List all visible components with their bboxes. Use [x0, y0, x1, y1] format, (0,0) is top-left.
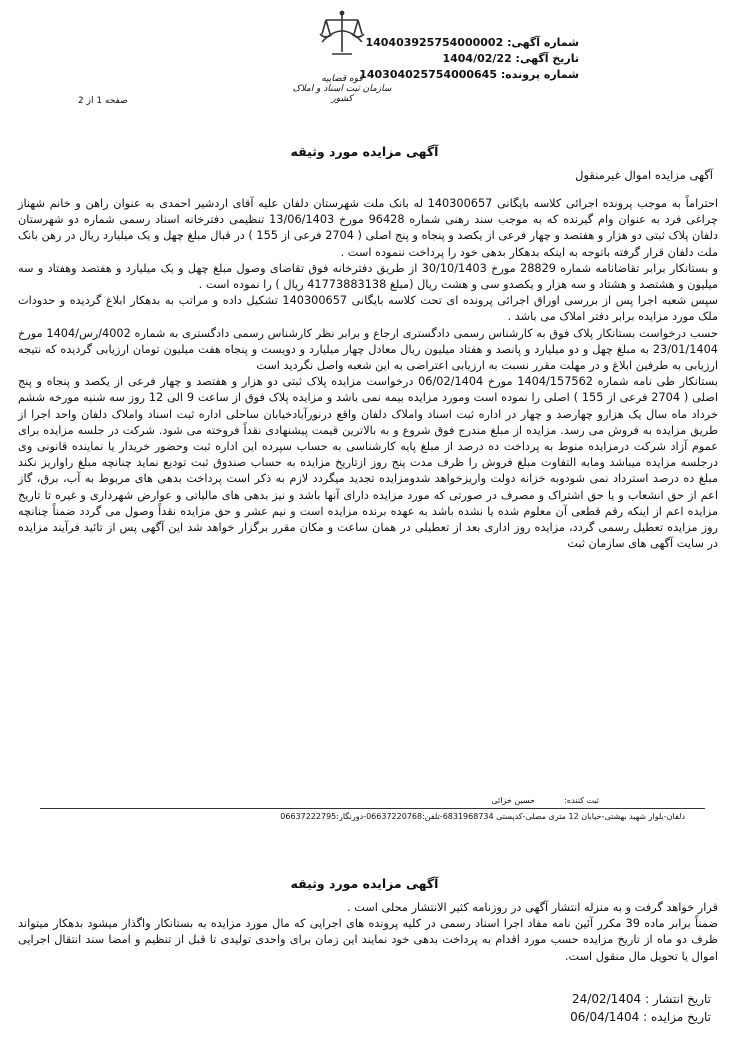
- notice-subtitle: آگهی مزایده اموال غیرمنقول: [575, 168, 713, 182]
- notice-date: تاریخ آگهی: 1404/02/22: [442, 52, 579, 65]
- paragraph-4: حسب درخواست بستانکار پلاک فوق به کارشناس رسمی دادگستری ارجاع و برابر نظر کارشناس رسمی دادگستری به شماره 4002/رس/1404 مورخ 23/01/1404 به مبلغ چهل و دو میلیارد و پانصد و هفتاد میلیون ریال معادل چهار میلیارد و دویست و پنجاه هفت میلیون تومان ارزیابی گردیده که نتیجه ارزیابی به طرفین ابلاغ و در مهلت مقرر نسبت به ارزیابی اعتراضی به این شعبه واصل نگردید است: [18, 326, 718, 373]
- office-address: دلفان-بلوار شهید بهشتی-خیابان 12 متری مصلی-کدپستی 6831968734-تلفن:06637220768-دورنگار:06637222795: [280, 812, 685, 821]
- publish-date-label: تاریخ انتشار :: [645, 992, 711, 1006]
- org-subname: سازمان ثبت اسناد و املاک کشور: [292, 84, 392, 104]
- notice-body-2: [18, 900, 718, 965]
- file-number: شماره پرونده: 140304025754000645: [359, 68, 579, 81]
- registrar-label: ثبت کننده:: [564, 796, 599, 805]
- auction-date-label: تاریخ مزایده :: [643, 1010, 711, 1024]
- notice-title: آگهی مزایده مورد وثیقه: [290, 144, 439, 159]
- notice-title-2: آگهی مزایده مورد وثیقه: [290, 876, 439, 891]
- paragraph-5: بستانکار طی نامه شماره 1404/157562 مورخ 06/02/1404 درخواست مزایده پلاک ثبتی دو هزار و هفتصد و چهار فرعی از یکصد و پنجاه و پنج اصلی ( 2704 فرعی از 155 ) اصلی را نموده است ومورد مزایده بیمه نمی باشد و مزایده پلاک فوق از ساعت 9 الی 12 روز سه شنبه مورخه ششم خرداد ماه سال یک هزارو چهارصد و چهار در اداره ثبت اسناد واملاک دلفان واقع درنورآبادخیابان ساحلی اداره ثبت اسناد واملاک دلفان واحد اجرا از طریق مزایده به فروش می رسد. مزایده از مبلغ مندرج فوق شروع و به بالاترین قیمت پیشنهادی نقداً فروخته می شود. شرکت در جلسه مزایده برای عموم آزاد شرکت درمزایده منوط به پرداخت ده درصد از مبلغ پایه کارشناسی به حساب سپرده این اداره ثبت وحضور خریدار یا نماینده قانونی وی درجلسه مزایده میباشد ومابه التفاوت مبلغ فروش را ظرف مدت پنج روز ازتاریخ مزایده به حساب صندوق ثبت تودیع نماید چنانچه مبلغ راواریز نکند مبلغ ده درصد استرداد نمی شودوبه خزانه دولت واریزخواهد شدومزایده تجدید میگردد لازم به ذکر است پرداخت بدهی های مربوط به آب، برق، گاز اعم از حق انشعاب و یا حق اشتراک و مصرف در صورتی که مورد مزایده دارای آنها باشد و نیز بدهی های مالیاتی و عوارض شهرداری و غیره تا تاریخ مزایده اعم از اینکه رقم قطعی آن معلوم شده یا نشده باشد به عهده برنده مزایده است و نیم عشر و حق مزایده نقداً وصول می گردد ضمناً چنانچه روز مزایده تعطیل رسمی گردد، مزایده روز اداری بعد از تعطیلی در همان ساعت و مکان مقرر برگزار خواهد شد این آگهی پس از تائید فرآیند مزایده در سایت آگهی های سازمان ثبت: [18, 375, 718, 551]
- judiciary-emblem: [282, 8, 402, 104]
- notice-body: [18, 196, 718, 552]
- scales-emblem-icon: [282, 8, 402, 70]
- auction-date: 06/04/1404: [570, 1010, 640, 1024]
- paragraph-7: ضمناً برابر ماده 39 مکرر آئین نامه مفاد اجرا اسناد رسمی در کلیه پرونده های اجرایی که مال مورد مزایده به بستانکار واگذار میشود بدهکار میتواند ظرف دو ماه از تاریخ مزایده حسب مورد اقدام به پرداخت بدهی خود نمایند این زمان برای واحدی تولیدی تا قبل از تنظیم و امضا سند انتقال اجرایی اموال یا تحویل مال منقول است.: [18, 917, 718, 963]
- paragraph-6: قرار خواهد گرفت و به منزله انتشار آگهی در روزنامه کثیر الانتشار محلی است .: [347, 901, 718, 914]
- registrar-name: حسین خزائی: [491, 796, 535, 805]
- divider: [40, 808, 705, 809]
- auction-date-row: [570, 1010, 711, 1024]
- publish-date: 24/02/1404: [572, 992, 642, 1006]
- publish-date-row: [572, 992, 711, 1006]
- notice-number: شماره آگهی: 140403925754000002: [365, 36, 579, 49]
- paragraph-3: سپس شعبه اجرا پس از بررسی اوراق اجرائی پرونده ای تحت کلاسه بایگانی 140300657 تشکیل داده و مراتب به بدهکار ابلاغ گردیده و حدودات ملک مورد مزایده برابر دفتر املاک می باشد .: [18, 294, 718, 324]
- org-name: قوه قضاییه: [321, 74, 363, 84]
- page-number: صفحه 1 از 2: [78, 96, 128, 106]
- paragraph-2: و بستانکار برابر تقاضانامه شماره 28829 مورخ 30/10/1403 از طریق دفترخانه فوق تقاضای وصول مبلغ چهل و یک میلیارد و هفتصد وهفتاد و سه میلیون و هشتصد و هشتاد و سه هزار و یکصدو سی و هشت ریال (مبلغ 41773883138 ریال ) را نموده است .: [18, 261, 719, 292]
- paragraph-1: احتراماً به موجب پرونده اجرائی کلاسه بایگانی 140300657 له بانک ملت شهرستان دلفان علیه آقای اردشیر احمدی به عنوان راهن و خانم شهناز چراغی فرد به عنوان وام گیرنده که به موجب سند رهنی شماره 96428 مورخ 13/06/1403 تنظیمی دفترخانه اسناد رسمی شماره دو شهرستان دلفان پلاک ثبتی دو هزار و هفتصد و چهار فرعی از یکصد و پنجاه و پنج اصلی ( 2704 فرعی از 155 ) در قبال مبلغ چهل و یک میلیارد ریال در رهن بانک ملت دلفان قرار گرفته باتوجه به اینکه بدهکار بدهی خود را پرداخت ننموده است .: [18, 197, 718, 259]
